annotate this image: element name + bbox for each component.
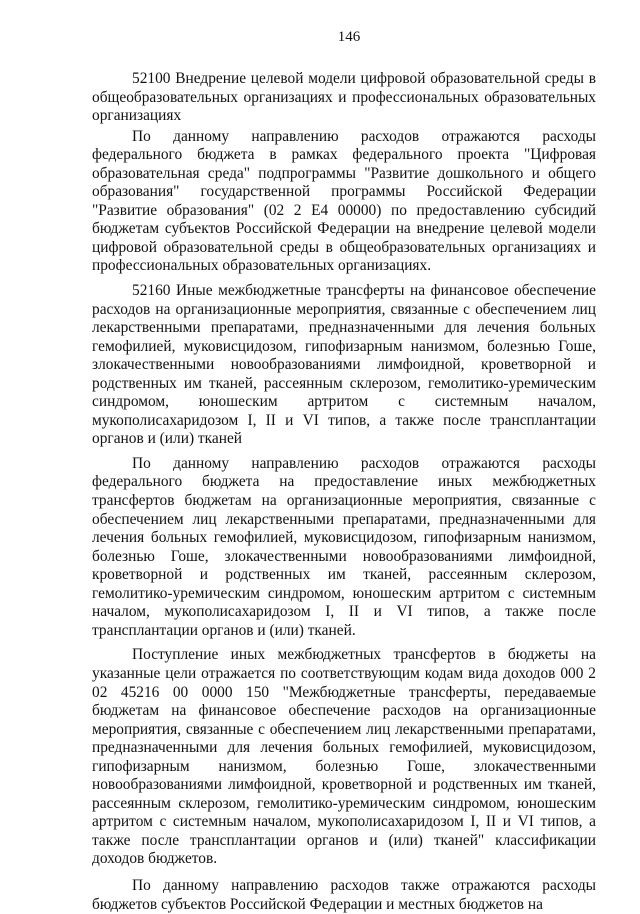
paragraph-52100-heading: 52100 Внедрение целевой модели цифровой образовательной среды в общеобразовательных организациях и профессиональных образовательных организациях — [92, 70, 596, 125]
page-number: 146 — [337, 29, 361, 45]
document-page — [92, 28, 596, 914]
paragraph-52160-heading: 52160 Иные межбюджетные трансферты на финансовое обеспечение расходов на организационные мероприятия, связанные с обеспечением лиц лекарственными препаратами, предназначенными для лечения больных гемофилией, муковисцидозом, гипофизарным нанизмом, болезнью Гоше, злокачественными новообразованиями лимфоидной, кроветворной и родственных им тканей, рассеянным склерозом, гемолитико-уремическим синдромом, юношеским артритом с системным началом, мукополисахаридозом I, II и VI типов, а также после трансплантации органов и (или) тканей — [92, 282, 596, 448]
paragraph-52160-description: По данному направлению расходов отражаются расходы федерального бюджета на предоставление иных межбюджетных трансфертов бюджетам на организационные мероприятия, связанные с обеспечением лиц лекарственными препаратами, предназначенными для лечения больных гемофилией, муковисцидозом, гипофизарным нанизмом, болезнью Гоше, злокачественными новообразованиями лимфоидной, кроветворной и родственных им тканей, рассеянным склерозом, гемолитико-уремическим синдромом, юношеским артритом с системным началом, мукополисахаридозом I, II и VI типов, а также после трансплантации органов и (или) тканей. — [92, 454, 596, 639]
paragraph-52100-description: По данному направлению расходов отражаются расходы федерального бюджета в рамках федерального проекта "Цифровая образовательная среда" подпрограммы "Развитие дошкольного и общего образования" государственной программы Российской Федерации "Развитие образования" (02 2 E4 00000) по предоставлению субсидий бюджетам субъектов Российской Федерации на внедрение целевой модели цифровой образовательной среды в общеобразовательных организациях и профессиональных образовательных организациях. — [92, 127, 596, 275]
paragraph-regional-budgets: По данному направлению расходов также отражаются расходы бюджетов субъектов Российской Федерации и местных бюджетов на — [92, 876, 596, 913]
paragraph-income-codes: Поступление иных межбюджетных трансфертов в бюджеты на указанные цели отражается по соответствующим кодам вида доходов 000 2 02 45216 00 0000 150 "Межбюджетные трансферты, передаваемые бюджетам на финансовое обеспечение расходов на организационные мероприятия, связанные с обеспечением лиц лекарственными препаратами, предназначенными для лечения больных гемофилией, муковисцидозом, гипофизарным нанизмом, болезнью Гоше, злокачественными новообразованиями лимфоидной, кроветворной и родственных им тканей, рассеянным склерозом, гемолитико-уремическим синдромом, юношеским артритом с системным началом, мукополисахаридозом I, II и VI типов, а также после трансплантации органов и (или) тканей" классификации доходов бюджетов. — [92, 646, 596, 868]
